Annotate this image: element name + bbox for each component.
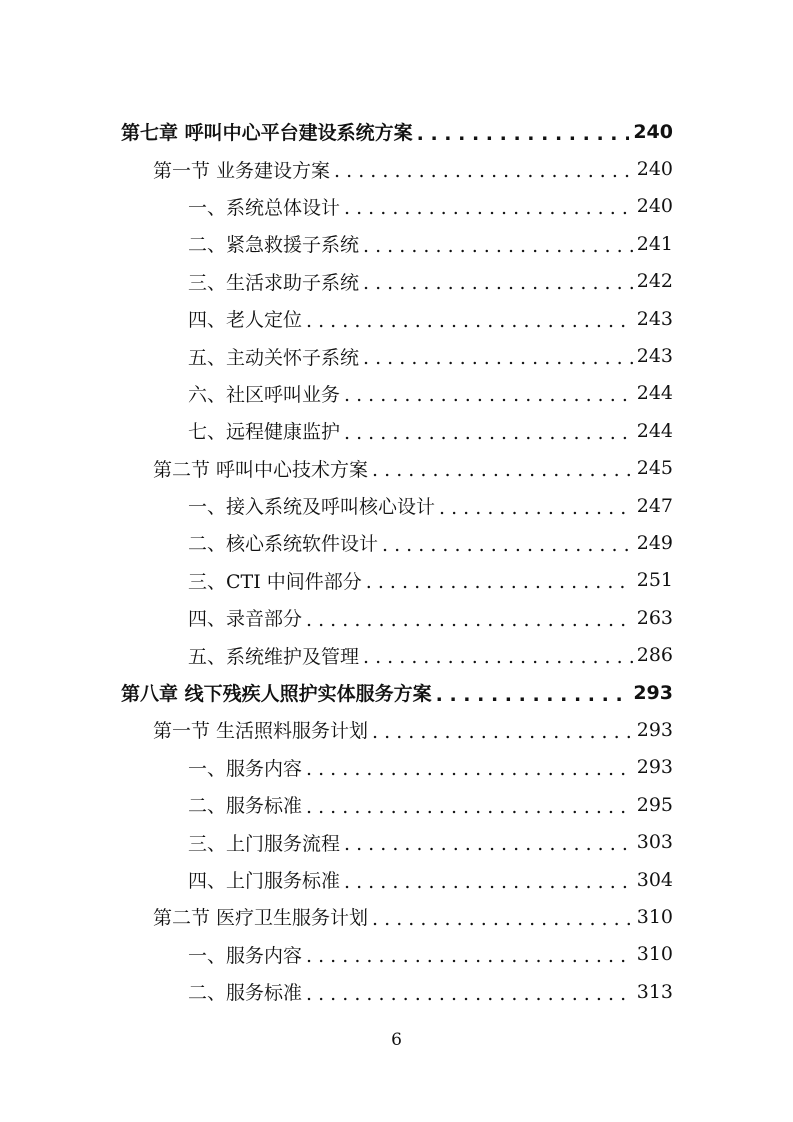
- toc-entry-title: 七、远程健康监护: [188, 417, 344, 444]
- toc-entry-page-number: 293: [636, 756, 673, 779]
- toc-entry-item[interactable]: [0, 412, 793, 449]
- toc-dot-leader: [363, 347, 633, 369]
- toc-entry-chapter[interactable]: [0, 113, 793, 150]
- toc-entry-item[interactable]: [0, 487, 793, 524]
- toc-dot-leader: [363, 272, 633, 294]
- toc-dot-leader: [344, 833, 633, 855]
- toc-dot-leader: [436, 684, 630, 706]
- toc-entry-item[interactable]: [0, 936, 793, 973]
- toc-entry-page-number: 240: [636, 158, 673, 181]
- toc-entry-title: 一、服务内容: [188, 754, 306, 781]
- toc-entry-item[interactable]: [0, 973, 793, 1010]
- toc-entry-title: 一、接入系统及呼叫核心设计: [188, 492, 439, 519]
- toc-entry-page-number: 286: [636, 644, 673, 667]
- toc-entry-item[interactable]: [0, 263, 793, 300]
- table-of-contents: [0, 113, 793, 1010]
- toc-dot-leader: [306, 758, 633, 780]
- toc-entry-title: 一、服务内容: [188, 941, 306, 968]
- toc-entry-item[interactable]: [0, 188, 793, 225]
- toc-dot-leader: [439, 497, 633, 519]
- toc-entry-page-number: 243: [636, 345, 673, 368]
- toc-entry-item[interactable]: [0, 786, 793, 823]
- toc-entry-title: 四、老人定位: [188, 305, 306, 332]
- toc-entry-page-number: 251: [636, 569, 673, 592]
- toc-entry-item[interactable]: [0, 823, 793, 860]
- toc-entry-page-number: 241: [636, 232, 673, 255]
- toc-entry-chapter[interactable]: [0, 674, 793, 711]
- toc-entry-section[interactable]: [0, 150, 793, 187]
- toc-entry-title: 二、服务标准: [188, 791, 306, 818]
- toc-entry-page-number: 245: [636, 457, 673, 480]
- toc-entry-title: 第一节 生活照料服务计划: [153, 716, 372, 743]
- toc-entry-title: 三、生活求助子系统: [188, 268, 363, 295]
- toc-entry-page-number: 304: [636, 868, 673, 891]
- toc-entry-item[interactable]: [0, 599, 793, 636]
- toc-dot-leader: [344, 384, 633, 406]
- toc-entry-page-number: 247: [636, 494, 673, 517]
- toc-dot-leader: [306, 609, 633, 631]
- toc-entry-title: 四、上门服务标准: [188, 866, 344, 893]
- toc-dot-leader: [306, 983, 633, 1005]
- toc-entry-item[interactable]: [0, 337, 793, 374]
- toc-entry-title: 三、CTI 中间件部分: [188, 567, 366, 594]
- toc-entry-title: 第七章 呼叫中心平台建设系统方案: [121, 118, 417, 145]
- toc-dot-leader: [334, 160, 633, 182]
- toc-dot-leader: [363, 235, 633, 257]
- toc-entry-title: 一、系统总体设计: [188, 193, 344, 220]
- toc-entry-section[interactable]: [0, 898, 793, 935]
- toc-entry-page-number: 240: [636, 195, 673, 218]
- toc-entry-section[interactable]: [0, 450, 793, 487]
- toc-entry-page-number: 244: [636, 419, 673, 442]
- toc-entry-page-number: 310: [636, 943, 673, 966]
- toc-dot-leader: [372, 459, 633, 481]
- toc-entry-page-number: 249: [636, 531, 673, 554]
- toc-entry-item[interactable]: [0, 562, 793, 599]
- toc-entry-title: 第八章 线下残疾人照护实体服务方案: [121, 679, 436, 706]
- toc-entry-title: 五、系统维护及管理: [188, 642, 363, 669]
- toc-entry-item[interactable]: [0, 524, 793, 561]
- toc-entry-page-number: 242: [636, 270, 673, 293]
- toc-dot-leader: [306, 310, 633, 332]
- toc-entry-title: 四、录音部分: [188, 604, 306, 631]
- toc-dot-leader: [372, 908, 633, 930]
- toc-entry-item[interactable]: [0, 375, 793, 412]
- toc-dot-leader: [344, 422, 633, 444]
- toc-entry-title: 六、社区呼叫业务: [188, 380, 344, 407]
- toc-entry-page-number: 295: [636, 793, 673, 816]
- toc-entry-title: 第二节 医疗卫生服务计划: [153, 903, 372, 930]
- toc-entry-section[interactable]: [0, 711, 793, 748]
- toc-dot-leader: [382, 534, 633, 556]
- toc-entry-page-number: 293: [636, 718, 673, 741]
- toc-entry-page-number: 303: [636, 831, 673, 854]
- toc-entry-item[interactable]: [0, 861, 793, 898]
- toc-entry-title: 第一节 业务建设方案: [153, 156, 334, 183]
- toc-dot-leader: [363, 646, 633, 668]
- toc-entry-page-number: 240: [633, 120, 673, 143]
- toc-entry-page-number: 244: [636, 382, 673, 405]
- page-number: 6: [391, 1030, 402, 1050]
- toc-dot-leader: [372, 721, 633, 743]
- toc-dot-leader: [306, 796, 633, 818]
- toc-entry-page-number: 313: [636, 980, 673, 1003]
- toc-entry-title: 二、核心系统软件设计: [188, 529, 382, 556]
- toc-entry-title: 三、上门服务流程: [188, 829, 344, 856]
- toc-dot-leader: [366, 571, 633, 593]
- toc-entry-title: 二、服务标准: [188, 978, 306, 1005]
- toc-entry-item[interactable]: [0, 749, 793, 786]
- toc-entry-page-number: 310: [636, 905, 673, 928]
- toc-dot-leader: [344, 197, 633, 219]
- toc-entry-title: 第二节 呼叫中心技术方案: [153, 455, 372, 482]
- toc-entry-item[interactable]: [0, 225, 793, 262]
- toc-entry-page-number: 243: [636, 307, 673, 330]
- toc-entry-title: 二、紧急救援子系统: [188, 230, 363, 257]
- toc-entry-page-number: 293: [633, 681, 673, 704]
- toc-entry-page-number: 263: [636, 606, 673, 629]
- toc-entry-item[interactable]: [0, 300, 793, 337]
- toc-dot-leader: [306, 945, 633, 967]
- toc-dot-leader: [344, 871, 633, 893]
- toc-entry-title: 五、主动关怀子系统: [188, 343, 363, 370]
- toc-dot-leader: [417, 123, 630, 145]
- toc-entry-item[interactable]: [0, 636, 793, 673]
